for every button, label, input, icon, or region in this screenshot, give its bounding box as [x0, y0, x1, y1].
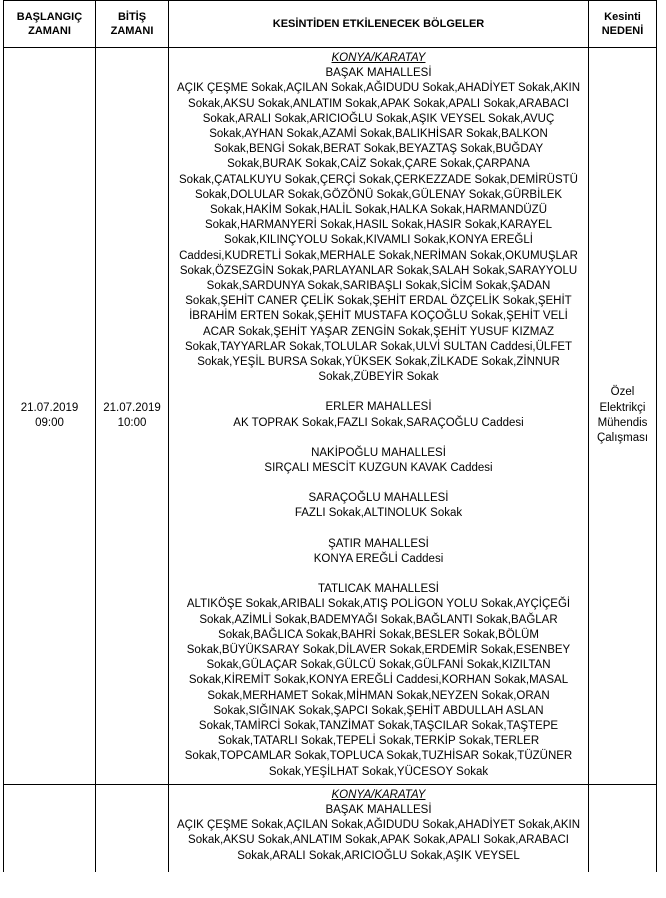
neighborhood-name: ERLER MAHALLESİ [325, 401, 432, 414]
street-list: ALTIKÖŞE Sokak,ARIBALI Sokak,ATIŞ POLİGON YOLU Sokak,AYÇİÇEĞİ Sokak,AZİMLİ Sokak,BADEMYAĞI Sokak,BAĞLANTI Sokak,BAĞLAR Sokak,BAĞLICA Sokak,BAHRİ Sokak,BESLER Sokak,BÖLÜM Sokak,BÜYÜKSARAY Sokak,DİLAVER Sokak,ERDEMİR Sokak,ESENBEY Sokak,GÜLAÇAR Sokak,GÜLCÜ Sokak,GÜLFANİ Sokak,KIZILTAN Sokak,KİREMİT Sokak,KONYA EREĞLİ Caddesi,KORHAN Sokak,MASAL Sokak,MERHAMET Sokak,MİHMAN Sokak,NEYZEN Sokak,ORAN Sokak,SIĞINAK Sokak,ŞAPCI Sokak,ŞEHİT ABDULLAH ASLAN Sokak,TAMİRCİ Sokak,TANZİMAT Sokak,TAŞCILAR Sokak,TAŞTEPE Sokak,TATARLI Sokak,TEPELİ Sokak,TERKİP Sokak,TERLER Sokak,TOPCAMLAR Sokak,TOPLUCA Sokak,TUZHİSAR Sokak,TÜZÜNER Sokak,YEŞİLHAT Sokak,YÜCESOY Sokak [184, 598, 573, 778]
neighborhood-block [173, 491, 584, 521]
header-affected-regions: KESİNTİDEN ETKİLENECEK BÖLGELER [169, 1, 589, 48]
header-end-time: BİTİŞ ZAMANI [96, 1, 169, 48]
province-district: KONYA/KARATAY [331, 52, 426, 64]
outage-table [3, 0, 657, 872]
neighborhood-name: SARAÇOĞLU MAHALLESİ [308, 492, 449, 505]
affected-regions-cell [169, 784, 589, 872]
start-time-cell [4, 48, 96, 785]
street-list: AÇIK ÇEŞME Sokak,AÇILAN Sokak,AĞIDUDU Sokak,AHADİYET Sokak,AKIN Sokak,AKSU Sokak,ANLATIM Sokak,APAK Sokak,APALI Sokak,ARABACI Sokak,ARALI Sokak,ARICIOĞLU Sokak,AŞIK VEYSEL [176, 819, 581, 862]
neighborhood-block [173, 537, 584, 567]
end-date: 21.07.2019 [103, 401, 161, 414]
street-list: FAZLI Sokak,ALTINOLUK Sokak [294, 507, 463, 520]
header-start-time: BAŞLANGIÇ ZAMANI [4, 1, 96, 48]
street-list: AÇIK ÇEŞME Sokak,AÇILAN Sokak,AĞIDUDU Sokak,AHADİYET Sokak,AKIN Sokak,AKSU Sokak,ANLATIM Sokak,APAK Sokak,APALI Sokak,ARABACI Sokak,ARALI Sokak,ARICIOĞLU Sokak,AŞIK VEYSEL Sokak,AVUÇ Sokak,AYHAN Sokak,AZAMİ Sokak,BALIKHİSAR Sokak,BALKON Sokak,BENGİ Sokak,BERAT Sokak,BEYAZTAŞ Sokak,BUĞDAY Sokak,BURAK Sokak,CAİZ Sokak,ÇARE Sokak,ÇARPANA Sokak,ÇATALKUYU Sokak,ÇERÇİ Sokak,ÇERKEZZADE Sokak,DEMİRÜSTÜ Sokak,DOLULAR Sokak,GÖZÖNÜ Sokak,GÜLENAY Sokak,GÜRBİLEK Sokak,HAKİM Sokak,HALİL Sokak,HALKA Sokak,HARMANDÜZÜ Sokak,HARMANYERİ Sokak,HASIL Sokak,HASIR Sokak,KARAYEL Sokak,KILINÇYOLU Sokak,KIVAMLI Sokak,KONYA EREĞLİ Caddesi,KUDRETLİ Sokak,MERHALE Sokak,NERİMAN Sokak,OKUMUŞLAR Sokak,ÖZSEZGİN Sokak,PARLAYANLAR Sokak,SALAH Sokak,SARAYYOLU Sokak,SARDUNYA Sokak,SARIBAŞLI Sokak,SİCİM Sokak,ŞADAN Sokak,ŞEHİT CANER ÇELİK Sokak,ŞEHİT ERDAL ÖZÇELİK Sokak,ŞEHİT İBRAHİM ERTEN Sokak,ŞEHİT MUSTAFA KOÇOĞLU Sokak,ŞEHİT VELİ ACAR Sokak,ŞEHİT YAŞAR ZENGİN Sokak,ŞEHİT YUSUF KIZMAZ Sokak,TAYYARLAR Sokak,TOLULAR Sokak,ULVİ SULTAN Caddesi,ÜLFET Sokak,YEŞİL BURSA Sokak,YÜKSEK Sokak,ZİLKADE Sokak,ZİNNUR Sokak,ZÜBEYİR Sokak [176, 82, 581, 384]
header-row [4, 1, 657, 48]
neighborhood-name: TATLICAK MAHALLESİ [318, 583, 439, 596]
neighborhood-name: BAŞAK MAHALLESİ [325, 803, 432, 816]
outage-reason-cell [589, 784, 657, 872]
street-list: KONYA EREĞLİ Caddesi [313, 552, 444, 565]
neighborhood-name: ŞATIR MAHALLESİ [328, 537, 429, 550]
neighborhood-name: BAŞAK MAHALLESİ [325, 67, 432, 80]
header-outage-reason: Kesinti NEDENİ [589, 1, 657, 48]
outage-reason-cell: Özel Elektrikçi Mühendis Çalışması [589, 48, 657, 785]
start-date: 21.07.2019 [20, 401, 79, 414]
neighborhood-block [173, 400, 584, 430]
table-row [4, 784, 657, 872]
end-time-cell [96, 784, 169, 872]
province-district: KONYA/KARATAY [331, 788, 426, 801]
neighborhood-block [173, 66, 584, 385]
neighborhood-block [173, 582, 584, 780]
neighborhood-block [173, 803, 584, 864]
start-time: 09:00 [35, 416, 64, 429]
neighborhood-name: NAKİPOĞLU MAHALLESİ [311, 446, 446, 459]
affected-regions-cell [169, 48, 589, 785]
table-row [4, 48, 657, 785]
start-time-cell [4, 784, 96, 872]
end-time: 10:00 [117, 416, 147, 429]
street-list: AK TOPRAK Sokak,FAZLI Sokak,SARAÇOĞLU Caddesi [233, 416, 524, 429]
end-time-cell [96, 48, 169, 785]
neighborhood-block [173, 446, 584, 476]
street-list: SIRÇALI MESCİT KUZGUN KAVAK Caddesi [264, 462, 493, 475]
